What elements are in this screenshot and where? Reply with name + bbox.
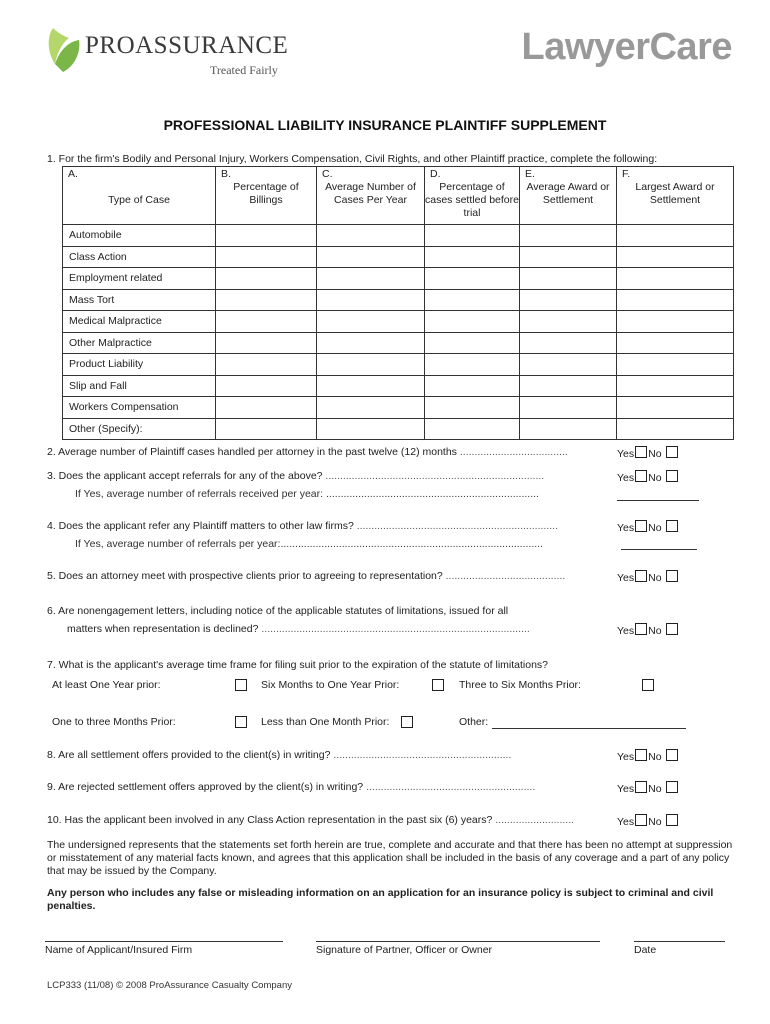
table-row	[63, 225, 734, 247]
less-than-month-checkbox[interactable]	[401, 716, 413, 728]
table-cell[interactable]	[317, 246, 425, 268]
table-cell[interactable]	[425, 418, 520, 440]
question-10-yes-no: Yes No	[617, 814, 679, 828]
table-row	[63, 311, 734, 333]
question-4-followup: If Yes, average number of referrals per year:..........................................................................................	[75, 538, 544, 550]
col-c-header: C. Average Number of Cases Per Year	[317, 167, 425, 225]
option-one-year: At least One Year prior:	[52, 679, 161, 691]
table-cell[interactable]	[520, 354, 617, 376]
no-checkbox[interactable]	[666, 470, 678, 482]
table-cell[interactable]	[425, 397, 520, 419]
table-cell[interactable]	[317, 268, 425, 290]
no-checkbox[interactable]	[666, 570, 678, 582]
referrals-made-field[interactable]	[621, 549, 697, 550]
question-3-yes-no: Yes No	[617, 470, 679, 484]
question-4: 4. Does the applicant refer any Plaintiff matters to other law firms? .....................................................................	[47, 520, 559, 532]
table-row	[63, 332, 734, 354]
table-cell[interactable]	[425, 375, 520, 397]
option-six-months-one-year: Six Months to One Year Prior:	[261, 679, 400, 691]
question-6: 6. Are nonengagement letters, including notice of the applicable statutes of limitations, issued for all	[47, 605, 509, 617]
table-cell[interactable]	[520, 397, 617, 419]
table-cell[interactable]	[617, 375, 734, 397]
table-cell[interactable]	[425, 311, 520, 333]
yes-checkbox[interactable]	[635, 814, 647, 826]
table-cell[interactable]	[520, 418, 617, 440]
table-cell[interactable]	[317, 397, 425, 419]
table-cell[interactable]	[520, 375, 617, 397]
row-label: Class Action	[63, 246, 216, 268]
date-field[interactable]	[634, 941, 725, 942]
yes-checkbox[interactable]	[635, 570, 647, 582]
no-checkbox[interactable]	[666, 446, 678, 458]
table-cell[interactable]	[425, 268, 520, 290]
question-4-yes-no: Yes No	[617, 520, 679, 534]
table-cell[interactable]	[520, 246, 617, 268]
question-3-followup: If Yes, average number of referrals received per year: .........................................................................	[75, 488, 539, 500]
question-9-yes-no: Yes No	[617, 781, 679, 795]
col-f-header: F. Largest Award or Settlement	[617, 167, 734, 225]
table-cell[interactable]	[520, 225, 617, 247]
six-months-checkbox[interactable]	[432, 679, 444, 691]
table-cell[interactable]	[216, 225, 317, 247]
row-label: Product Liability	[63, 354, 216, 376]
table-cell[interactable]	[617, 225, 734, 247]
table-row	[63, 246, 734, 268]
row-label: Other Malpractice	[63, 332, 216, 354]
table-cell[interactable]	[425, 354, 520, 376]
table-row	[63, 354, 734, 376]
no-checkbox[interactable]	[666, 781, 678, 793]
col-e-header: E. Average Award or Settlement	[520, 167, 617, 225]
yes-checkbox[interactable]	[635, 623, 647, 635]
table-cell[interactable]	[617, 268, 734, 290]
table-cell[interactable]	[617, 311, 734, 333]
option-one-three-months: One to three Months Prior:	[52, 716, 176, 728]
no-checkbox[interactable]	[666, 520, 678, 532]
col-d-header: D. Percentage of cases settled before trial	[425, 167, 520, 225]
table-row	[63, 289, 734, 311]
table-cell[interactable]	[520, 311, 617, 333]
question-6-yes-no: Yes No	[617, 623, 679, 637]
question-2: 2. Average number of Plaintiff cases handled per attorney in the past twelve (12) months .....................................	[47, 446, 568, 458]
row-label: Medical Malpractice	[63, 311, 216, 333]
yes-checkbox[interactable]	[635, 781, 647, 793]
table-cell[interactable]	[617, 354, 734, 376]
table-cell[interactable]	[425, 332, 520, 354]
table-cell[interactable]	[617, 246, 734, 268]
row-label: Mass Tort	[63, 289, 216, 311]
table-cell[interactable]	[317, 354, 425, 376]
table-cell[interactable]	[216, 397, 317, 419]
col-a-header: A. Type of Case	[63, 167, 216, 225]
brand-name: PROASSURANCE	[85, 32, 289, 59]
question-3: 3. Does the applicant accept referrals for any of the above? ...........................................................................	[47, 470, 545, 482]
question-5: 5. Does an attorney meet with prospective clients prior to agreeing to representation? .........................................	[47, 570, 566, 582]
question-9: 9. Are rejected settlement offers approved by the client(s) in writing? ..........................................................	[47, 781, 536, 793]
form-title: PROFESSIONAL LIABILITY INSURANCE PLAINTIFF SUPPLEMENT	[163, 117, 607, 133]
table-row	[63, 375, 734, 397]
table-cell[interactable]	[425, 225, 520, 247]
table-cell[interactable]	[216, 418, 317, 440]
row-label: Workers Compensation	[63, 397, 216, 419]
question-2-yes-no: Yes No	[617, 446, 679, 460]
form-footer: LCP333 (11/08) © 2008 ProAssurance Casualty Company	[47, 980, 292, 991]
table-cell[interactable]	[617, 418, 734, 440]
signature-label: Signature of Partner, Officer or Owner	[316, 944, 493, 956]
yes-checkbox[interactable]	[635, 749, 647, 761]
no-checkbox[interactable]	[666, 814, 678, 826]
table-cell[interactable]	[317, 332, 425, 354]
row-label: Employment related	[63, 268, 216, 290]
question-7: 7. What is the applicant's average time frame for filing suit prior to the expiration of the statute of limitations?	[47, 659, 549, 671]
yes-checkbox[interactable]	[635, 520, 647, 532]
lawyercare-logo: LawyerCare	[521, 26, 732, 68]
row-label: Other (Specify):	[63, 418, 216, 440]
table-cell[interactable]	[617, 332, 734, 354]
applicant-name-label: Name of Applicant/Insured Firm	[45, 944, 193, 956]
table-cell[interactable]	[520, 289, 617, 311]
table-cell[interactable]	[216, 268, 317, 290]
signature-field[interactable]	[316, 941, 600, 942]
penalty-warning: Any person who includes any false or misleading information on an application for an insurance policy is subject to criminal and civil penalties.	[47, 887, 714, 912]
table-row	[63, 268, 734, 290]
one-year-checkbox[interactable]	[235, 679, 247, 691]
table-cell[interactable]	[317, 289, 425, 311]
brand-tagline: Treated Fairly	[210, 63, 278, 77]
date-label: Date	[634, 944, 657, 956]
table-cell[interactable]	[520, 268, 617, 290]
option-three-six-months: Three to Six Months Prior:	[459, 679, 581, 691]
question-8: 8. Are all settlement offers provided to the client(s) in writing? .............................................................	[47, 749, 512, 761]
case-type-table	[62, 166, 734, 440]
declaration-text: The undersigned represents that the statements set forth herein are true, complete and accurate and that there has been no attempt at suppression or misstatement of any material facts known, and agrees that this application shall be included in the basis of any coverage and a part of any policy that may be issued by the Company.	[47, 839, 733, 877]
option-less-than-month: Less than One Month Prior:	[261, 716, 390, 728]
table-row	[63, 418, 734, 440]
table-cell[interactable]	[425, 289, 520, 311]
table-cell[interactable]	[216, 375, 317, 397]
table-cell[interactable]	[216, 246, 317, 268]
one-month-checkbox[interactable]	[235, 716, 247, 728]
yes-checkbox[interactable]	[635, 470, 647, 482]
table-cell[interactable]	[216, 332, 317, 354]
table-cell[interactable]	[216, 289, 317, 311]
question-6-line-2: matters when representation is declined? ............................................................................................	[67, 623, 530, 635]
table-row	[63, 397, 734, 419]
table-cell[interactable]	[317, 418, 425, 440]
question-8-yes-no: Yes No	[617, 749, 679, 763]
table-cell[interactable]	[317, 311, 425, 333]
question-1: 1. For the firm's Bodily and Personal Injury, Workers Compensation, Civil Rights, and other Plaintiff practice, complete the following:	[47, 153, 658, 165]
no-checkbox[interactable]	[666, 623, 678, 635]
table-cell[interactable]	[617, 397, 734, 419]
row-label: Slip and Fall	[63, 375, 216, 397]
yes-checkbox[interactable]	[635, 446, 647, 458]
three-months-checkbox[interactable]	[642, 679, 654, 691]
table-cell[interactable]	[425, 246, 520, 268]
option-other: Other:	[459, 716, 489, 728]
table-cell[interactable]	[317, 225, 425, 247]
row-label: Automobile	[63, 225, 216, 247]
no-checkbox[interactable]	[666, 749, 678, 761]
col-b-header: B. Percentage of Billings	[216, 167, 317, 225]
leaf-logo-icon	[45, 26, 85, 76]
table-cell[interactable]	[216, 311, 317, 333]
question-5-yes-no: Yes No	[617, 570, 679, 584]
referrals-received-field[interactable]	[617, 500, 699, 501]
table-cell[interactable]	[520, 332, 617, 354]
table-header-row	[63, 167, 734, 225]
table-cell[interactable]	[617, 289, 734, 311]
applicant-name-field[interactable]	[45, 941, 283, 942]
table-cell[interactable]	[216, 354, 317, 376]
proassurance-logo	[45, 26, 295, 82]
question-10: 10. Has the applicant been involved in any Class Action representation in the past six (6) years? ...........................	[47, 814, 575, 826]
table-cell[interactable]	[317, 375, 425, 397]
other-timeframe-field[interactable]	[492, 728, 686, 729]
